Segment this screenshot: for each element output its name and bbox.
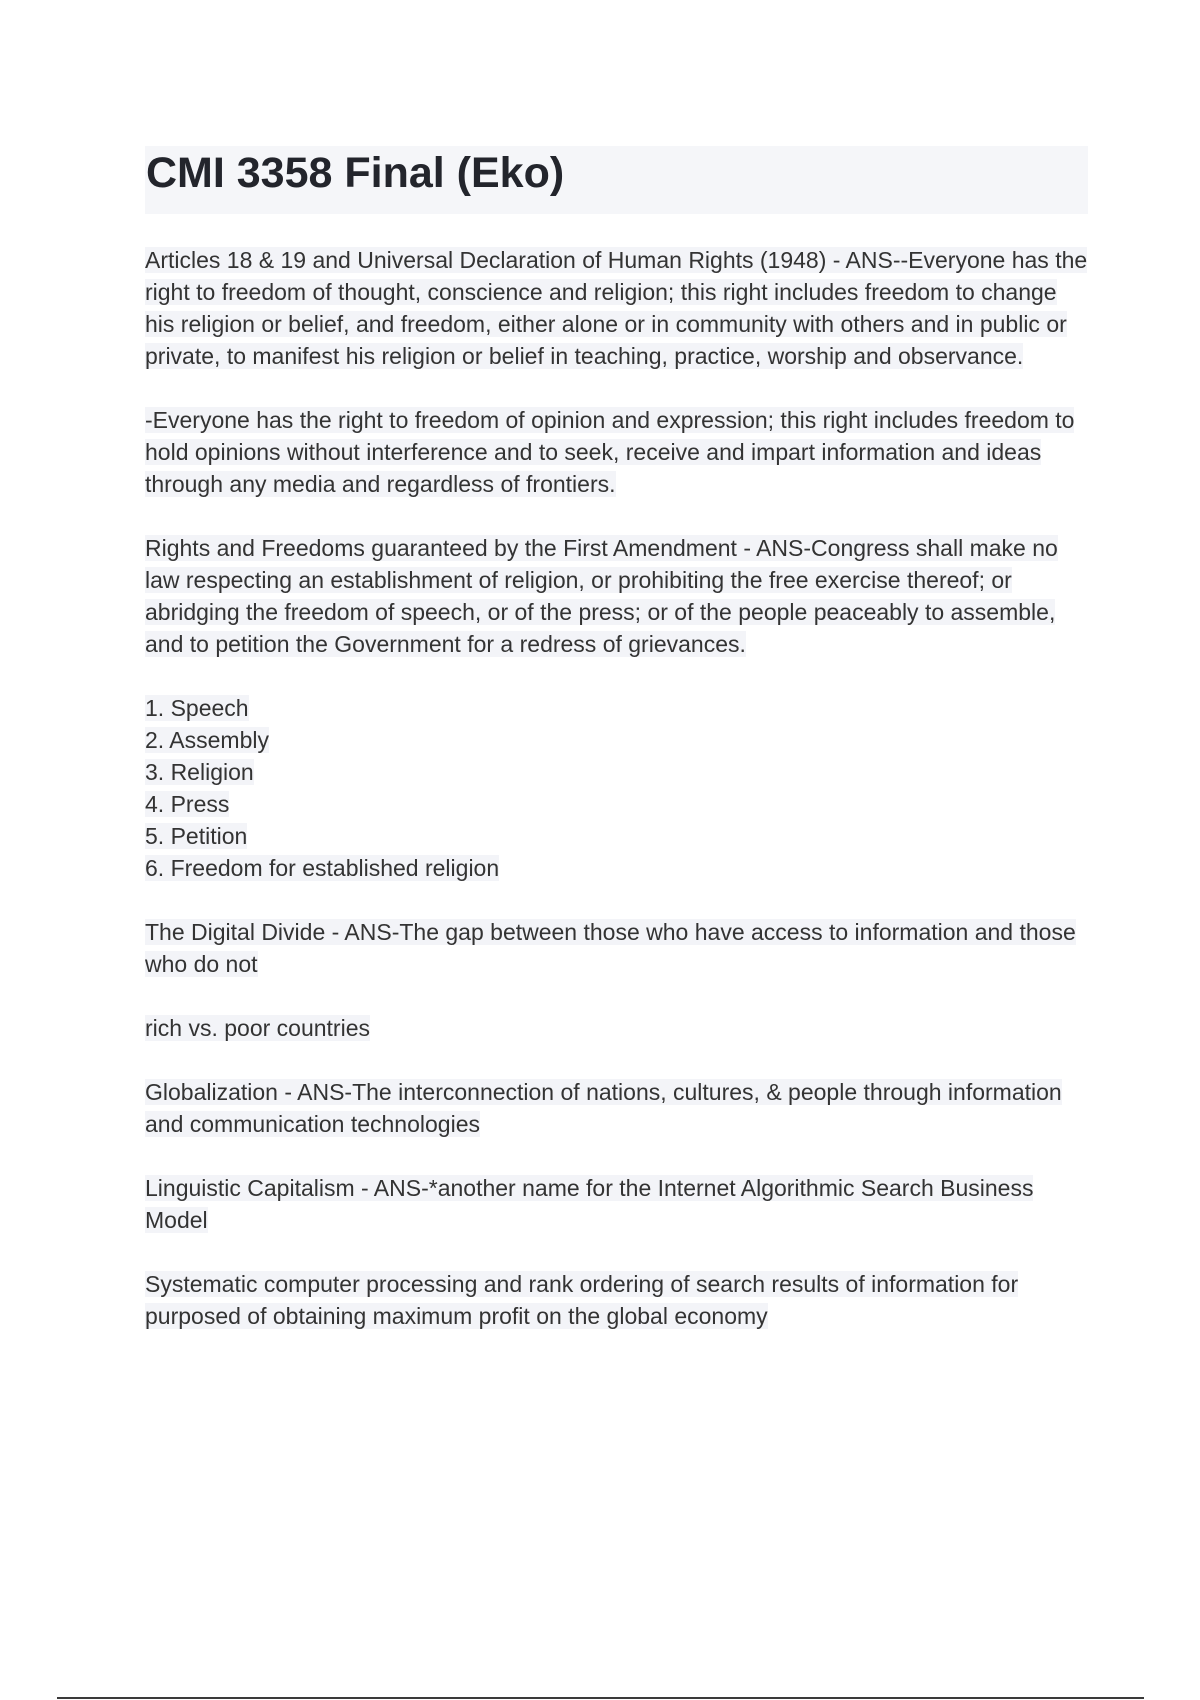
paragraph-rich-vs-poor (145, 1012, 1090, 1044)
list-item (145, 756, 1090, 788)
list-item (145, 788, 1090, 820)
freedoms-list (145, 692, 1090, 884)
list-item-text: 6. Freedom for established religion (145, 855, 500, 881)
list-item (145, 692, 1090, 724)
paragraph-text: Articles 18 & 19 and Universal Declaration of Human Rights (1948) - ANS--Everyone has the right to freedom of thought, conscience and religion; this right includes freedom to change his religion or belief, and freedom, either alone or in community with others and in public or private, to manifest his religion or belief in teaching, practice, worship and observance. (145, 247, 1088, 369)
list-item-text: 3. Religion (145, 759, 254, 785)
list-item (145, 820, 1090, 852)
list-item (145, 724, 1090, 756)
footer-divider (57, 1697, 1144, 1699)
paragraph-text: Globalization - ANS-The interconnection of nations, cultures, & people through information and communication technologies (145, 1079, 1062, 1137)
list-item-text: 4. Press (145, 791, 230, 817)
list-item-text: 1. Speech (145, 695, 249, 721)
paragraph-text: -Everyone has the right to freedom of opinion and expression; this right includes freedom to hold opinions without interference and to seek, receive and impart information and ideas through any media and regardless of frontiers. (145, 407, 1075, 497)
list-item-text: 5. Petition (145, 823, 248, 849)
list-item-text: 2. Assembly (145, 727, 269, 753)
document-title: CMI 3358 Final (Eko) (146, 149, 565, 197)
paragraph-text: Rights and Freedoms guaranteed by the First Amendment - ANS-Congress shall make no law respecting an establishment of religion, or prohibiting the free exercise thereof; or abridging the freedom of speech, or of the press; or of the people peaceably to assemble, and to petition the Government for a redress of grievances. (145, 535, 1058, 657)
paragraph-text: rich vs. poor countries (145, 1015, 370, 1041)
paragraph-linguistic-capitalism (145, 1172, 1090, 1236)
paragraph-text: Systematic computer processing and rank ordering of search results of information for purposed of obtaining maximum profit on the global economy (145, 1271, 1019, 1329)
document-body (145, 244, 1090, 1364)
paragraph-opinion-expression (145, 404, 1090, 500)
paragraph-digital-divide (145, 916, 1090, 980)
paragraph-udhr (145, 244, 1090, 372)
paragraph-globalization (145, 1076, 1090, 1140)
paragraph-text: Linguistic Capitalism - ANS-*another name for the Internet Algorithmic Search Business Model (145, 1175, 1034, 1233)
paragraph-first-amendment (145, 532, 1090, 660)
paragraph-text: The Digital Divide - ANS-The gap between those who have access to information and those who do not (145, 919, 1076, 977)
paragraph-systematic-processing (145, 1268, 1090, 1332)
list-item (145, 852, 1090, 884)
